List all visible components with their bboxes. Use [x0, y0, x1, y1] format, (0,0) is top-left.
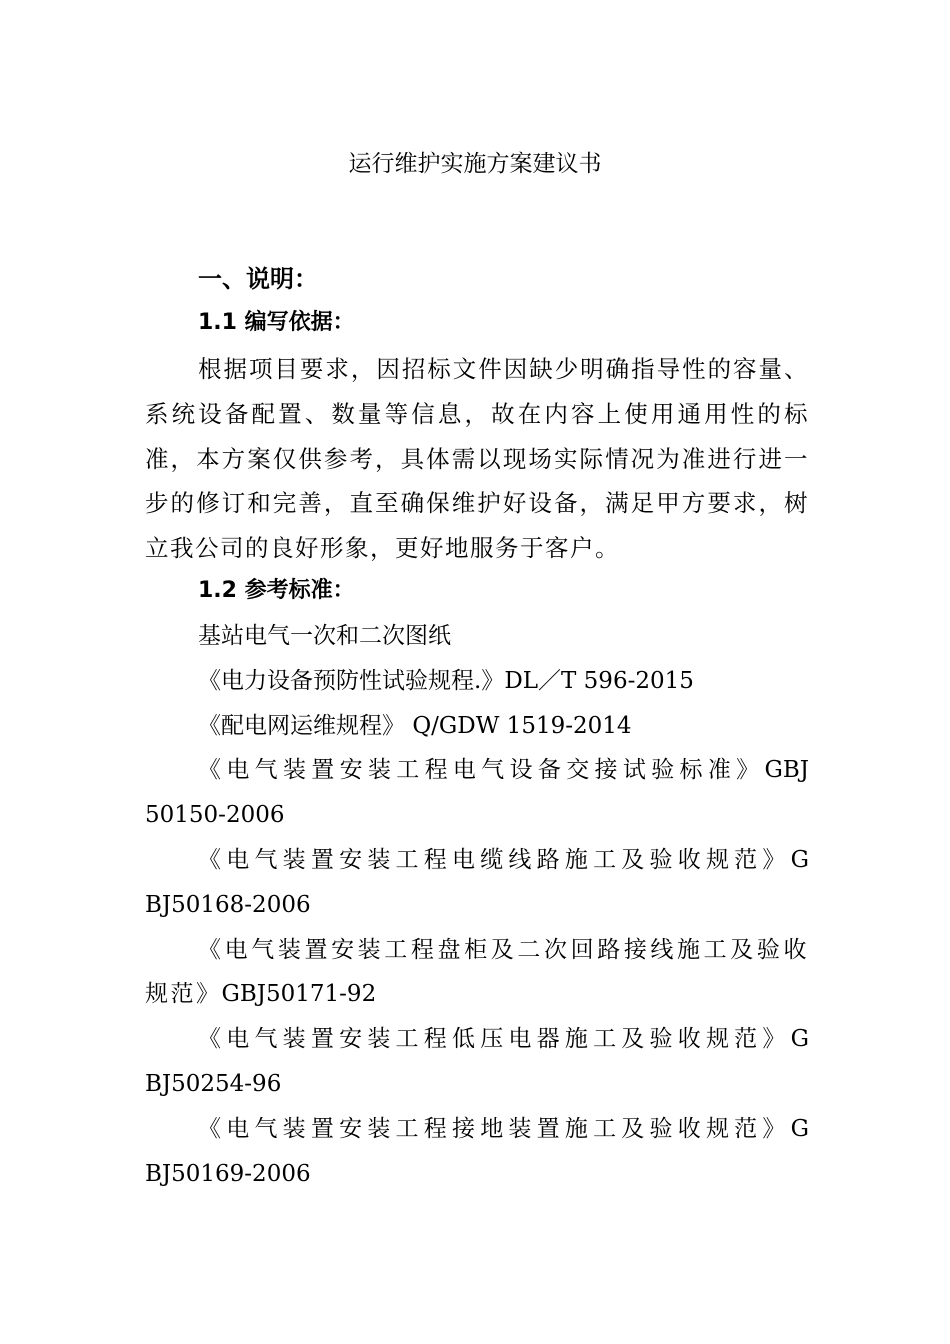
- standard-item: [145, 838, 809, 928]
- standard-code: GBJ50150-2006: [145, 757, 809, 829]
- standard-name: 《电气装置安装工程低压电器施工及验收规范》: [198, 1026, 791, 1053]
- standard-code: Q/GDW 1519-2014: [412, 712, 632, 739]
- standard-name: 《电气装置安装工程接地装置施工及验收规范》: [198, 1115, 791, 1142]
- section-heading: 一、说明：: [198, 265, 318, 293]
- standards-heading: 1.2 参考标准：: [198, 578, 355, 603]
- basis-paragraph: 根据项目要求，因招标文件因缺少明确指导性的容量、系统设备配置、数量等信息，故在内容上使用通用性的标准，本方案仅供参考，具体需以现场实际情况为准进行进一步的修订和完善，直至确保维护好设备，满足甲方要求，树立我公司的良好形象，更好地服务于客户。: [145, 355, 809, 563]
- standard-item: [145, 928, 809, 1018]
- standard-code: DL／T 596-2015: [504, 667, 694, 694]
- standard-item: [145, 704, 809, 749]
- standards-list: [145, 614, 809, 1196]
- standard-item: [145, 659, 809, 704]
- standard-name: 基站电气一次和二次图纸: [198, 623, 451, 649]
- standard-item: [145, 1107, 809, 1197]
- standard-code: GBJ50168-2006: [145, 846, 809, 918]
- basis-heading: 1.1 编写依据：: [198, 310, 355, 335]
- standard-code: GBJ50171-92: [221, 981, 377, 1008]
- standard-item: [145, 614, 809, 659]
- standard-name: 《电气装置安装工程电缆线路施工及验收规范》: [198, 846, 791, 873]
- standard-item: [145, 1017, 809, 1107]
- standard-name: 《电气装置安装工程盘柜及二次回路接线施工及验收规范》: [145, 936, 809, 1008]
- standard-code: GBJ50169-2006: [145, 1115, 809, 1187]
- standard-name: 《电力设备预防性试验规程.》: [198, 667, 505, 694]
- standard-code: GBJ50254-96: [145, 1026, 809, 1097]
- standard-item: [145, 748, 809, 838]
- standard-name: 《配电网运维规程》: [198, 712, 405, 739]
- document-title: 运行维护实施方案建议书: [348, 151, 602, 177]
- standard-name: 《电气装置安装工程电气设备交接试验标准》: [198, 757, 765, 784]
